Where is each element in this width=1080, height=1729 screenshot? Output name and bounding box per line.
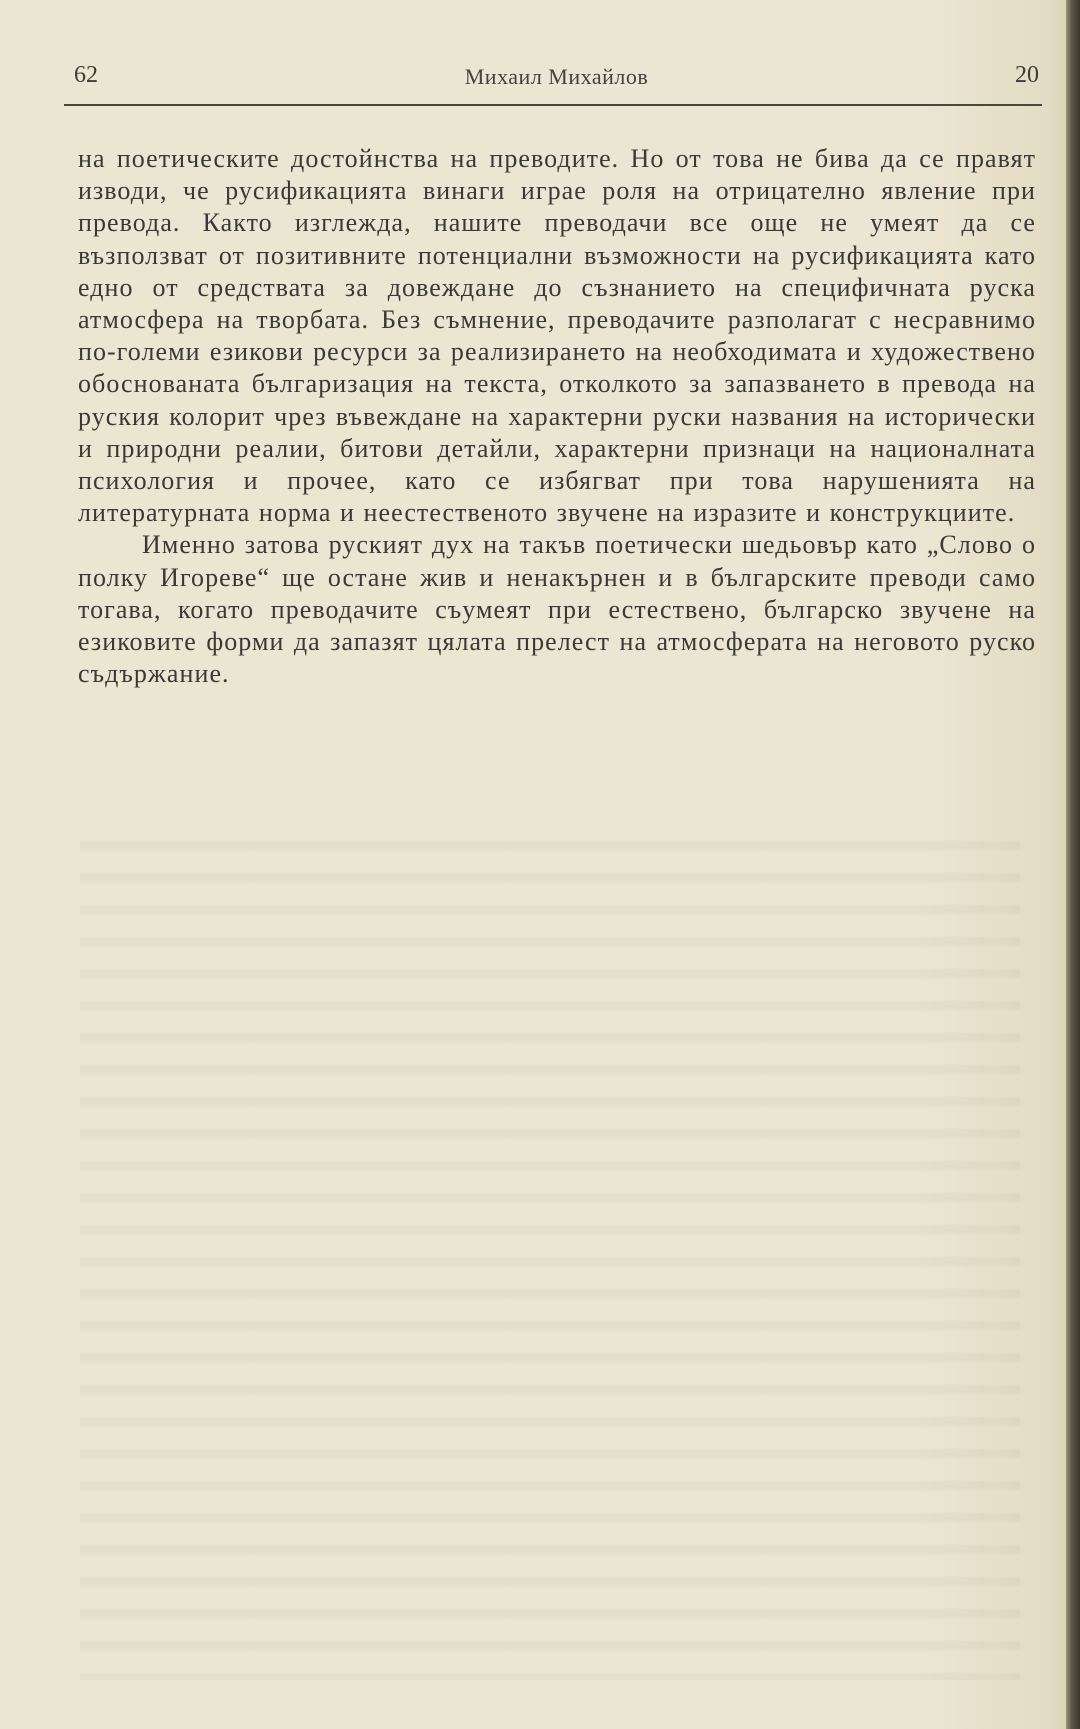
bleed-through xyxy=(80,820,1020,1680)
paragraph: на поетическите достойнства на преводите. Но от това не бива да се правят изводи, че русификацията винаги играе роля на отрицателно явление при превода. Както изглежда, нашите преводачи все още не умеят да се възползват от позитивните потенциални възможности на русификацията като едно от средствата за довеждане до съзнанието на специфичната руска атмосфера на творбата. Без съмнение, преводачите разполагат с несравнимо по-големи езикови ресурси за реализирането на необходимата и художествено обоснованата българизация на текста, отколкото за запазването в превода на руския колорит чрез въвеждане на характерни руски названия на исторически и природни реалии, битови детайли, характерни признаци на националната психология и прочее, като се избягват при това нарушенията на литературната норма и неестественото звучене на изразите и конструкциите. xyxy=(78,144,1036,528)
page-id: 20 xyxy=(1015,62,1039,88)
page-header xyxy=(74,62,1039,102)
page-edge xyxy=(1066,0,1080,1729)
body-text xyxy=(78,143,1036,690)
page-number: 62 xyxy=(74,62,98,88)
header-rule xyxy=(64,104,1042,106)
running-title: Михаил Михайлов xyxy=(464,64,649,89)
paragraph: Именно затова руският дух на такъв поетически шедьовър като „Слово о полку Игореве“ ще остане жив и ненакърнен и в българските преводи само тогава, когато преводачите съумеят при естествено, българско звучене на езиковите форми да запазят цялата прелест на атмосферата на неговото руско съдържание. xyxy=(78,530,1036,689)
